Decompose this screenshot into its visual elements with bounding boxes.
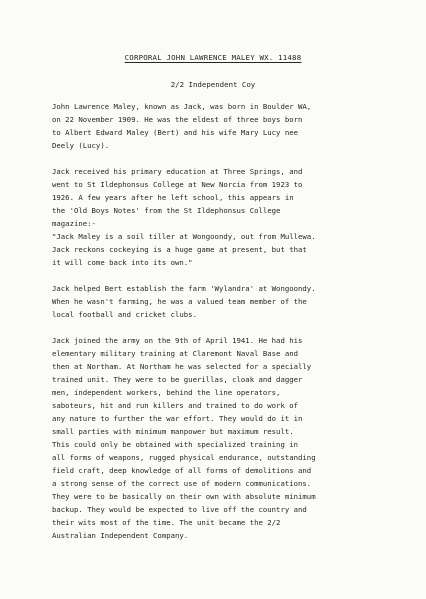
text-line: Australian Independent Company. bbox=[52, 531, 189, 540]
paragraph bbox=[52, 282, 382, 321]
text-line: saboteurs, hit and run killers and trained to do work of bbox=[52, 401, 299, 410]
document-subtitle: 2/2 Independent Coy bbox=[170, 80, 256, 89]
text-line: Jack reckons cockeying is a huge game at present, but that bbox=[52, 245, 307, 254]
text-line: men, independent workers, behind the line operators, bbox=[52, 388, 281, 397]
text-line: small parties with minimum manpower but maximum result. bbox=[52, 427, 294, 436]
text-line: the 'Old Boys Notes' from the St Ildephonsus College bbox=[52, 206, 281, 215]
paragraph bbox=[52, 165, 382, 269]
text-line: They were to be basically on their own with absolute minimum bbox=[52, 492, 316, 501]
text-line: magazine:- bbox=[52, 219, 96, 228]
document-body bbox=[52, 100, 382, 555]
text-line: backup. They would be expected to live off the country and bbox=[52, 505, 307, 514]
paragraph bbox=[52, 100, 382, 152]
document-title: CORPORAL JOHN LAWRENCE MALEY WX. 11488 bbox=[124, 53, 302, 62]
text-line: 1926. A few years after he left school, this appears in bbox=[52, 193, 294, 202]
text-line: John Lawrence Maley, known as Jack, was born in Boulder WA, bbox=[52, 102, 312, 111]
text-line: field craft, deep knowledge of all forms of demolitions and bbox=[52, 466, 312, 475]
text-line: Jack helped Bert establish the farm 'Wylandra' at Wongoondy. bbox=[52, 284, 316, 293]
text-line: on 22 November 1909. He was the eldest of three boys born bbox=[52, 115, 303, 124]
text-line: it will come back into its own." bbox=[52, 258, 193, 267]
text-line: any nature to further the war effort. They would do it in bbox=[52, 414, 303, 423]
text-line: all forms of weapons, rugged physical endurance, outstanding bbox=[52, 453, 316, 462]
paragraph bbox=[52, 334, 382, 542]
text-line: a strong sense of the correct use of modern communications. bbox=[52, 479, 312, 488]
text-line: This could only be obtained with specialized training in bbox=[52, 440, 299, 449]
text-line: Deely (Lucy). bbox=[52, 141, 110, 150]
text-line: their wits most of the time. The unit became the 2/2 bbox=[52, 518, 281, 527]
text-line: then at Northam. At Northam he was selected for a specially bbox=[52, 362, 312, 371]
text-line: trained unit. They were to be guerillas, cloak and dagger bbox=[52, 375, 303, 384]
text-line: elementary military training at Claremont Naval Base and bbox=[52, 349, 299, 358]
text-line: "Jack Maley is a soil tiller at Wongoondy, out from Mullewa. bbox=[52, 232, 316, 241]
text-line: When he wasn't farming, he was a valued team member of the bbox=[52, 297, 307, 306]
text-line: Jack received his primary education at Three Springs, and bbox=[52, 167, 303, 176]
text-line: went to St Ildephonsus College at New Norcia from 1923 to bbox=[52, 180, 303, 189]
text-line: Jack joined the army on the 9th of April 1941. He had his bbox=[52, 336, 303, 345]
text-line: to Albert Edward Maley (Bert) and his wife Mary Lucy nee bbox=[52, 128, 299, 137]
text-line: local football and cricket clubs. bbox=[52, 310, 197, 319]
